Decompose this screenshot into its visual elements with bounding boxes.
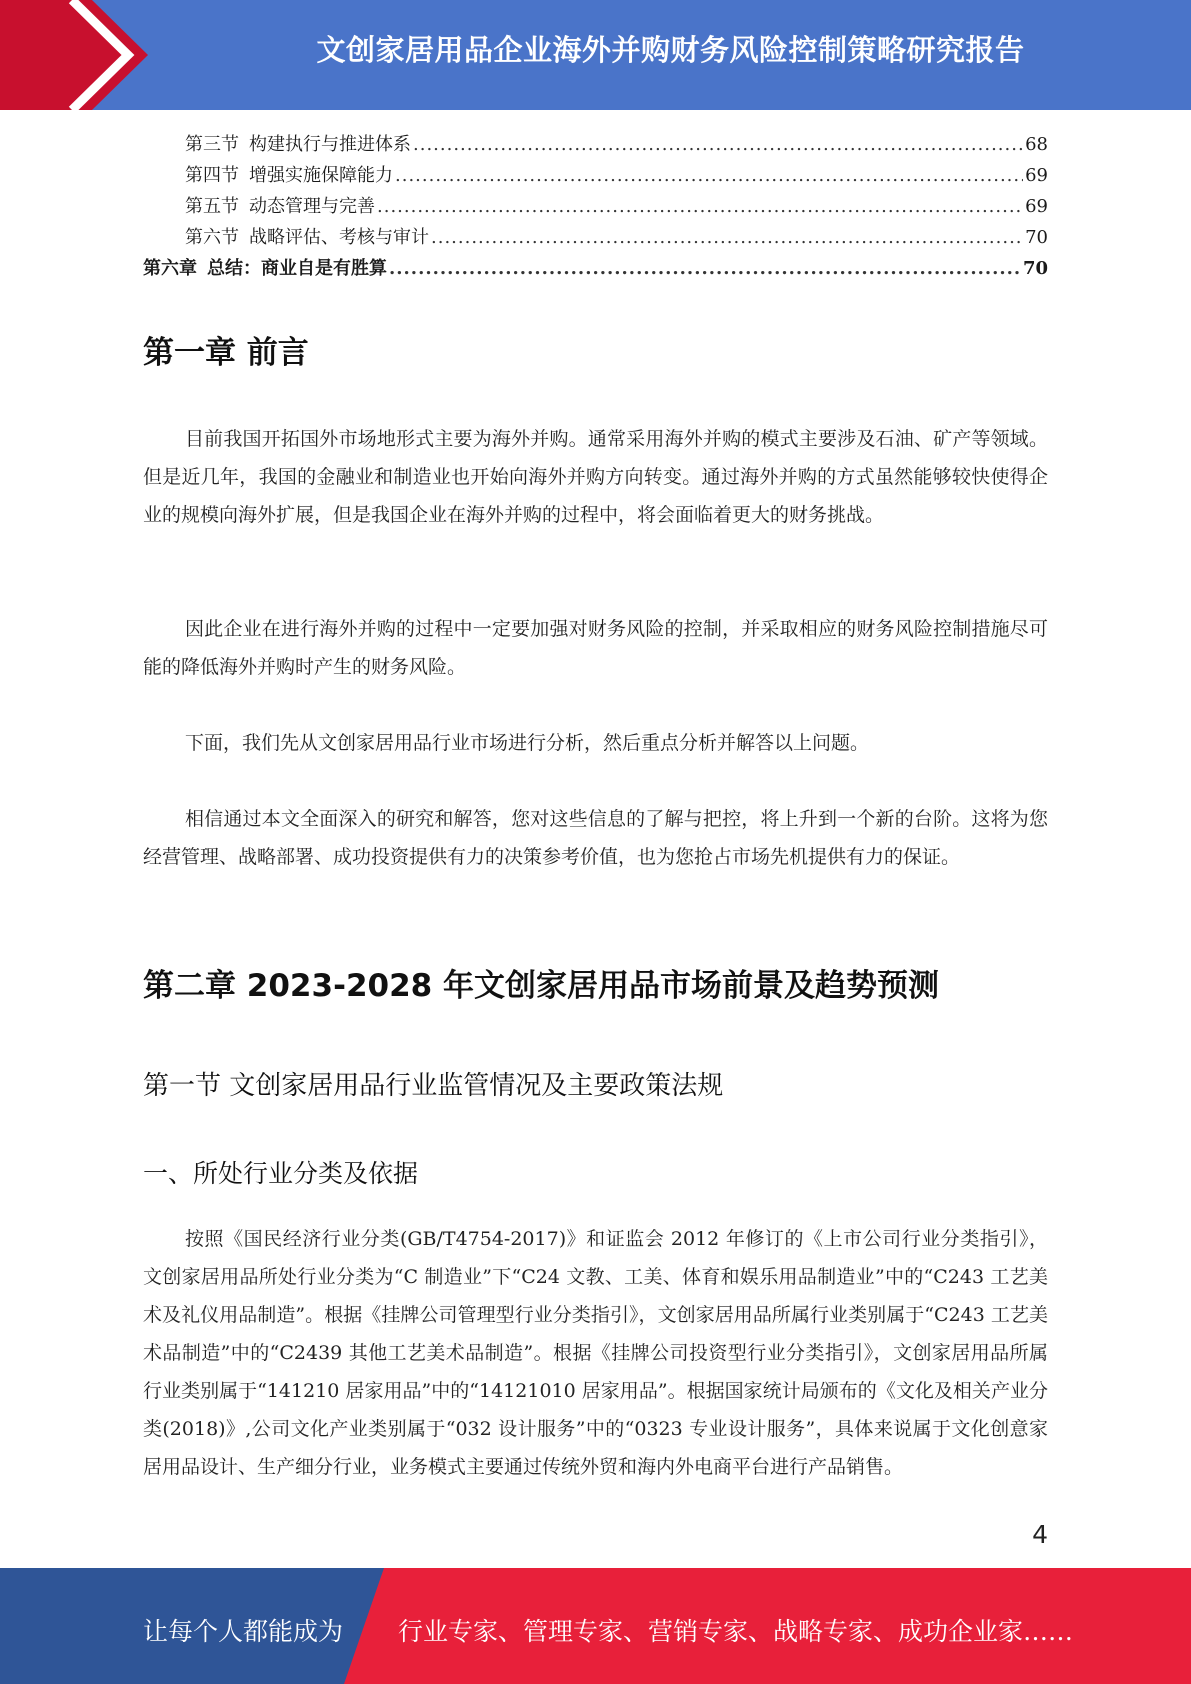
toc-page-number: 69 — [1025, 196, 1048, 217]
toc-page-number: 68 — [1025, 134, 1048, 155]
toc-section-number: 第六节 — [185, 227, 239, 248]
section-heading: 第一节 文创家居用品行业监管情况及主要政策法规 — [143, 1071, 724, 1101]
chapter-1-heading: 第一章 前言 — [143, 335, 309, 371]
toc-page-number: 70 — [1025, 227, 1048, 248]
toc-leader-dots — [431, 227, 1023, 248]
toc-page-number: 69 — [1025, 165, 1048, 186]
toc-section-number: 第四节 — [185, 165, 239, 186]
header-banner — [0, 0, 1191, 110]
toc-entry[interactable] — [143, 130, 1048, 161]
toc-leader-dots — [413, 134, 1023, 155]
toc-section-title: 构建执行与推进体系 — [249, 134, 411, 155]
toc-section-number: 第三节 — [185, 134, 239, 155]
body-paragraph: 下面，我们先从文创家居用品行业市场进行分析，然后重点分析并解答以上问题。 — [185, 732, 870, 754]
body-paragraph: 相信通过本文全面深入的研究和解答，您对这些信息的了解与把控，将上升到一个新的台阶。这将为您经营管理、战略部署、成功投资提供有力的决策参考价值，也为您抢占市场先机提供有力的保证。 — [143, 808, 1048, 868]
toc-chapter-title: 总结：商业自是有胜算 — [207, 258, 387, 279]
toc-section-title: 增强实施保障能力 — [249, 165, 393, 186]
body-paragraph: 按照《国民经济行业分类(GB/T4754-2017)》和证监会 2012 年修订的《上市公司行业分类指引》，文创家居用品所处行业分类为“C 制造业”下“C24 文教、工美、体育和娱乐用品制造业”中的“C243 工艺美术及礼仪用品制造”。根据《挂牌公司管理型行业分类指引》，文创家居用品所属行业类别属于“C243 工艺美术品制造”中的“C2439 其他工艺美术品制造”。根据《挂牌公司投资型行业分类指引》，文创家居用品所属行业类别属于“141210 居家用品”中的“14121010 居家用品”。根据国家统计局颁布的《文化及相关产业分类(2018)》,公司文化产业类别属于“032 设计服务”中的“0323 专业设计服务”，具体来说属于文化创意家居用品设计、生产细分行业，业务模式主要通过传统外贸和海内外电商平台进行产品销售。 — [143, 1228, 1048, 1478]
table-of-contents — [143, 130, 1048, 285]
toc-page-number: 70 — [1022, 258, 1048, 279]
body-paragraph: 因此企业在进行海外并购的过程中一定要加强对财务风险的控制，并采取相应的财务风险控制措施尽可能的降低海外并购时产生的财务风险。 — [143, 618, 1048, 678]
toc-section-title: 动态管理与完善 — [249, 196, 375, 217]
footer-slogan-left: 让每个人都能成为 — [143, 1617, 344, 1646]
toc-entry[interactable] — [143, 161, 1048, 192]
page-number: 4 — [1032, 1520, 1048, 1549]
toc-section-number: 第五节 — [185, 196, 239, 217]
report-title: 文创家居用品企业海外并购财务风险控制策略研究报告 — [316, 33, 1025, 67]
footer-slogan-right: 行业专家、管理专家、营销专家、战略专家、成功企业家…… — [398, 1617, 1074, 1646]
toc-entry-chapter[interactable] — [143, 254, 1048, 285]
toc-entry[interactable] — [143, 223, 1048, 254]
toc-chapter-number: 第六章 — [143, 258, 197, 279]
toc-entry[interactable] — [143, 192, 1048, 223]
subsection-heading: 一、所处行业分类及依据 — [143, 1159, 419, 1188]
toc-leader-dots — [395, 165, 1023, 186]
toc-leader-dots — [389, 258, 1021, 279]
toc-leader-dots — [377, 196, 1023, 217]
toc-section-title: 战略评估、考核与审计 — [249, 227, 429, 248]
body-paragraph: 目前我国开拓国外市场地形式主要为海外并购。通常采用海外并购的模式主要涉及石油、矿产等领域。但是近几年，我国的金融业和制造业也开始向海外并购方向转变。通过海外并购的方式虽然能够较快使得企业的规模向海外扩展，但是我国企业在海外并购的过程中，将会面临着更大的财务挑战。 — [143, 428, 1048, 526]
chapter-2-heading: 第二章 2023-2028 年文创家居用品市场前景及趋势预测 — [143, 968, 940, 1004]
